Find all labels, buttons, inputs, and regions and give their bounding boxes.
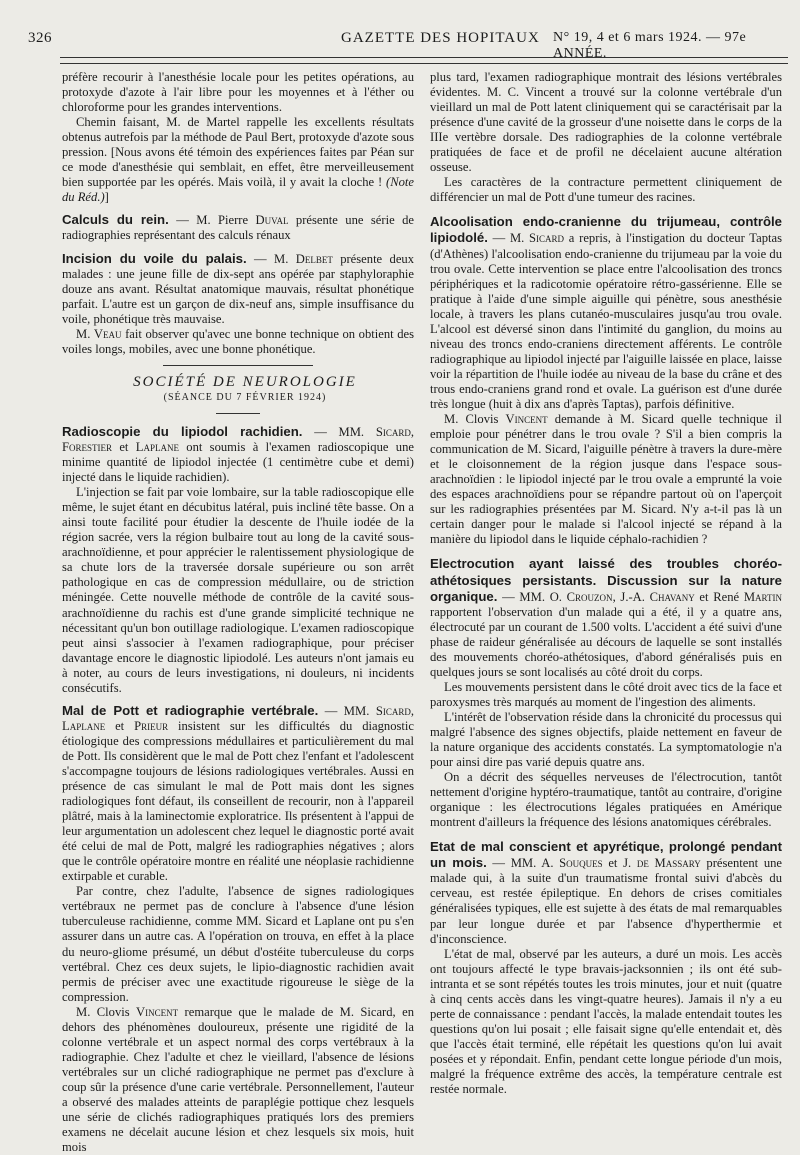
article-title: Radioscopie du lipiodol rachidien. bbox=[62, 423, 303, 439]
martel-end: ] bbox=[104, 190, 109, 205]
article-voile bbox=[62, 251, 414, 327]
header-rule-top bbox=[60, 57, 788, 58]
article-calculs bbox=[62, 212, 414, 243]
paragraph-caracteres: Les caractères de la contracture permettent cliniquement de différencier un mal de Pott d'une tumeur des racines. bbox=[430, 175, 782, 205]
article-text: et bbox=[105, 718, 135, 733]
paragraph-vincent bbox=[62, 1005, 414, 1155]
author-name: Martin bbox=[743, 589, 782, 604]
paragraph-injection: L'injection se fait par voie lombaire, sur la table radioscopique elle même, le sujet étant en décubitus latéral, puis incliné tête basse. On a ainsi toute facilité pour étudier la descente de l'huile iodée de la région sacrée, vers la région bulbaire tout au long de la cavité sous-arachnoïdienne, et pour apprécier le ralentissement physiologique de sa chute lors de la traversée dorsale supérieure ou son arrêt pathologique en cas de compression médullaire, ou de striction méningée. Cette nouvelle méthode de contrôle de la cavité sous-arachnoïdienne du rachis est d'une grande simplicité technique ne nécessitant qu'un bon outillage radiologique. L'examen radioscopique peut ainsi s'associer à l'examen radiographique, pour préciser davantage encore le diagnostic lipiodolé. Les auteurs n'ont jamais eu à noter, au cours de leurs investigations, ni douleurs, ni incidents consécutifs. bbox=[62, 485, 414, 695]
author-name: Sicard bbox=[529, 231, 565, 246]
article-title: Mal de Pott et radiographie vertébrale. bbox=[62, 702, 319, 718]
author-name: de Massary bbox=[636, 856, 701, 871]
article-text: et bbox=[112, 439, 136, 454]
article-text: , bbox=[410, 424, 414, 439]
article-text: insistent sur les difficultés du diagnostic étiologique des compressions médullaires et particulièrement du mal de Pott. Ils considèrent que le mal de Pott chez l'enfant et l'adolescent s'accompagne toujours de lésions radiologiques vertébrales. Aussi en présence de cas simulant le mal de Pott mais dont les signes radiologiques font défaut, ils conseillent de recourir, non à l'appareil plâtré, mais à la laminectomie exploratrice. Ils présentent à l'appui de leur argumentation un adolescent chez lequel le diagnostic porté avait été celui de mal de Pott, malgré les radiographies négatives ; alors que le contrôle opératoire montre en réalité une néoplasie rachidienne extirpable et curable. bbox=[62, 718, 414, 884]
issue-info: N° 19, 4 et 6 mars 1924. — 97e ANNÉE. bbox=[553, 30, 747, 61]
article-text: M. bbox=[76, 326, 94, 341]
right-column bbox=[430, 70, 782, 1097]
paragraph-clovis bbox=[430, 412, 782, 547]
section-rule-bottom bbox=[216, 413, 260, 414]
paragraph-veau bbox=[62, 327, 414, 357]
article-title: Calculs du rein. bbox=[62, 212, 169, 228]
article-electrocution bbox=[430, 556, 782, 679]
article-radioscopie bbox=[62, 424, 414, 485]
article-text: présentent une malade qui, à la suite d'un traumatisme frontal suivi d'abcès du cerveau, est restée épileptique. En dehors de crises comitiales généralisées typiques, elle est sujette à des états de mal remarquables par leur longue durée et par l'absence d'hyperthermie et d'inconscience. bbox=[430, 856, 783, 946]
author-name: Forestier bbox=[62, 439, 113, 454]
article-text: demande à M. Sicard quelle technique il emploie pour pénétrer dans le trou ovale ? S'il a bien compris la communication de M. Sicard, l'aiguille pénètre à travers la dure-mère et le cloisonnement de la région jusque dans l'espace sous-arachnoïdien : le lipiodol injecté par le trou ovale a emprunté la voie des espaces arachnoïdiens pour se répandre partout où on l'aperçoit sur les radiographies présentées par M. Sicard. N'y a-t-il pas là un certain danger pour le malade si l'alcool injecté se répand à la manière du lipiodol dans le liquide céphalo-rachidien ? bbox=[430, 412, 782, 547]
author-name: Sicard bbox=[375, 424, 411, 439]
author-name: Laplane bbox=[62, 718, 106, 733]
author-name: Laplane bbox=[135, 439, 179, 454]
article-title: Incision du voile du palais. bbox=[62, 250, 247, 266]
left-column bbox=[62, 70, 414, 1155]
article-text: — MM. A. bbox=[486, 856, 560, 871]
article-pott bbox=[62, 703, 414, 885]
header-rule-bottom bbox=[60, 63, 788, 64]
author-name: Souques bbox=[559, 856, 603, 871]
paragraph-mouvements: Les mouvements persistent dans le côté droit avec tics de la face et paroxysmes très marqués au moment de l'ingestion des aliments. bbox=[430, 679, 782, 709]
article-title: Alcoolisation endo-cranienne du trijumeau, contrôle lipiodolé. bbox=[430, 214, 782, 246]
article-text: fait observer qu'avec une bonne technique on obtient des voiles longs, mobiles, avec une bonne phonétique. bbox=[62, 326, 414, 356]
editor-note: (Note du Réd.) bbox=[62, 175, 414, 205]
article-text: — MM. O. bbox=[497, 589, 567, 604]
page-number: 326 bbox=[28, 30, 52, 46]
article-text: a repris, à l'instigation du docteur Taptas (d'Athènes) l'alcoolisation endo-cranienne du trijumeau par la voie du trou ovale. Cette intervention se place entre l'alcoolisation des troncs périphériques et la radicotomie opératoire rétro-gassérienne. Elle se pratique à l'aide d'une simple aiguille qui pénètre, sous anesthésie locale, à travers les plans cutanéo-musculaires jusqu'au trou ovale. L'alcool est déversé sinon dans l'intimité du ganglion, du moins au niveau des troncs endo-craniens directement afférents. Le contrôle radiographique au lipiodol injecté par l'aiguille laissée en place, laisse voir la répartition de l'huile iodée au niveau de la base du crâne et des trous endo-craniens grand rond et ovale. La guérison est d'une durée très longue (huit à dix ans d'après Taptas), parfois définitive. bbox=[430, 231, 782, 411]
author-name: Veau bbox=[93, 326, 122, 341]
author-name: Vincent bbox=[136, 1004, 179, 1019]
article-text: présente une série de radiographies représentant des calculs rénaux bbox=[62, 213, 414, 243]
article-text: — M. bbox=[487, 231, 530, 246]
article-text: , J.-A. bbox=[612, 589, 650, 604]
paragraph-etat-detail: L'état de mal, observé par les auteurs, a duré un mois. Les accès ont toujours affecté le type bravais-jacksonnien ; ils ont été sub-intranta et se sont répétés toutes les trois minutes, jour et nuit (quatre à cinq cents accès dans les vingt-quatre heures). Jamais il n'y a eu perte de connaissance : pendant l'accès, la malade entendait toutes les questions qu'on lui posait ; elle faisait signe qu'elle entendait et, dès que l'accès était terminé, elle répétait les questions qu'on lui avait posées et y répondait. Enfin, pendant cette longue période d'un mois, malgré la fréquence extrême des accès, la température centrale est restée normale. bbox=[430, 946, 782, 1097]
article-text: ont soumis à l'examen radioscopique une minime quantité de lipiodol injectée (1 centimètre cube et demi) injecté dans le liquide rachidien). bbox=[62, 439, 414, 485]
journal-title: GAZETTE DES HOPITAUX bbox=[341, 30, 540, 46]
paragraph-continuation: plus tard, l'examen radiographique montrait des lésions vertébrales évidentes. M. C. Vincent a trouvé sur la colonne vertébrale d'un vieillard un mal de Pott latent cliniquement qui se caractérisait par la présence d'une cavité de la grosseur d'une noisette dans le corps de la IIIe vertèbre dorsale. Des radiographies de la colonne vertébrale pratiquées de face et de profil ne décelaient aucune altération osseuse. bbox=[430, 70, 782, 175]
paragraph-adulte: Par contre, chez l'adulte, l'absence de signes radiologiques vertébraux ne permet pas de conclure à l'absence d'une lésion tuberculeuse rachidienne, comme MM. Sicard et Laplane ont pu s'en assurer dans un autre cas. A l'opération on trouva, en effet à la place du neuro-gliome présumé, un début d'ostéite tuberculeuse du corps vertébral. Chez ces deux sujets, le lipio-diagnostic rachidien avait permis de préciser avec une exactitude rigoureuse le siège de la compression. bbox=[62, 884, 414, 1004]
article-text: M. Clovis bbox=[444, 412, 506, 427]
paragraph-sequelles: On a décrit des séquelles nerveuses de l'électrocution, tantôt nettement d'origine hyptéro-traumatique, tantôt au contraire, d'origine organique : les électrocutions légales pratiquées en Amérique montrent d'ailleurs la fréquence des lésions anatomiques cérébrales. bbox=[430, 770, 782, 830]
article-etat-de-mal bbox=[430, 839, 782, 946]
article-text: — M. bbox=[246, 251, 296, 266]
author-name: Crouzon bbox=[566, 589, 613, 604]
author-name: Delbet bbox=[295, 251, 333, 266]
article-text: — MM. bbox=[302, 424, 376, 439]
article-text: et J. bbox=[602, 856, 637, 871]
article-text: , bbox=[410, 703, 414, 718]
article-text: présente deux malades : une jeune fille de dix-sept ans opérée par staphyloraphie douze ans avant. Résultat anatomique mauvais, résultat phonétique parfait. L'autre est un garçon de dix-neuf ans, simple insuffisance du voile, phonétique très mauvaise. bbox=[62, 251, 414, 326]
article-text: — MM. bbox=[318, 703, 376, 718]
author-name: Prieur bbox=[134, 718, 169, 733]
paragraph-anesthesia: préfère recourir à l'anesthésie locale pour les petites opérations, au protoxyde d'azote à l'air libre pour les moyennes et à l'éther ou chloroforme pour les grandes interventions. bbox=[62, 70, 414, 115]
author-name: Sicard bbox=[375, 703, 411, 718]
article-text: M. Clovis bbox=[76, 1004, 137, 1019]
article-alcoolisation bbox=[430, 214, 782, 412]
article-title: Etat de mal conscient et apyrétique, prolongé pendant un mois. bbox=[430, 839, 782, 871]
paragraph-interet: L'intérêt de l'observation réside dans la chronicité du processus qui malgré l'absence des signes objectifs, plaide nettement en faveur de la nature organique des accidents constatés. La symptomatologie n'a pour ainsi dire pas varié depuis quatre ans. bbox=[430, 709, 782, 770]
paragraph-martel bbox=[62, 115, 414, 205]
article-text: rapportent l'observation d'un malade qui a été, il y a quatre ans, électrocuté par un courant de 1.500 volts. L'accident a été suivi d'une phase de raideur généralisée au décours de laquelle se sont installés des mouvements choréo-athétosiques, d'abord généralisés puis en quelques jours se sont localisés au côté droit du corps. bbox=[430, 604, 782, 679]
author-name: Vincent bbox=[505, 412, 548, 427]
author-name: Chavany bbox=[649, 589, 695, 604]
author-name: Duval bbox=[255, 213, 289, 228]
article-text: et René bbox=[694, 589, 744, 604]
section-title: SOCIÉTÉ DE NEUROLOGIE bbox=[133, 373, 357, 390]
section-rule-top bbox=[163, 365, 313, 366]
article-text: remarque que le malade de M. Sicard, en dehors des phénomènes douloureux, présente une rigidité de la colonne vertébrale et un aspect normal des corps vertébraux à la radiographie. Chez l'adulte et chez le vieillard, l'absence de lésions vertébrales sur un cliché radiographique ne permet pas d'exclure à coup sûr la présence d'une carie vertébrale. Personnellement, l'auteur a observé des malades atteints de paraplégie pottique chez lesquels une série de clichés radiographiques pratiqués lors des premiers examens ne décelait aucune lésion et chez lesquels six mois, huit mois bbox=[62, 1004, 414, 1155]
page-header bbox=[28, 28, 780, 61]
martel-text: Chemin faisant, M. de Martel rappelle les excellents résultats obtenus autrefois par la méthode de Paul Bert, protoxyde d'azote sous pression. [Nous avons été témoin des expériences faites par Péan sur ce mode d'anesthésie qui semblait, en effet, être merveilleusement bien supportée par les opérés. Mais voilà, il y avait la cloche ! bbox=[62, 115, 414, 190]
article-title: Electrocution ayant laissé des troubles choréo-athétosiques persistants. Discussion sur la nature organique. bbox=[430, 556, 782, 604]
section-subtitle: (SÉANCE DU 7 FÉVRIER 1924) bbox=[163, 391, 327, 403]
article-text: — M. Pierre bbox=[168, 213, 256, 228]
